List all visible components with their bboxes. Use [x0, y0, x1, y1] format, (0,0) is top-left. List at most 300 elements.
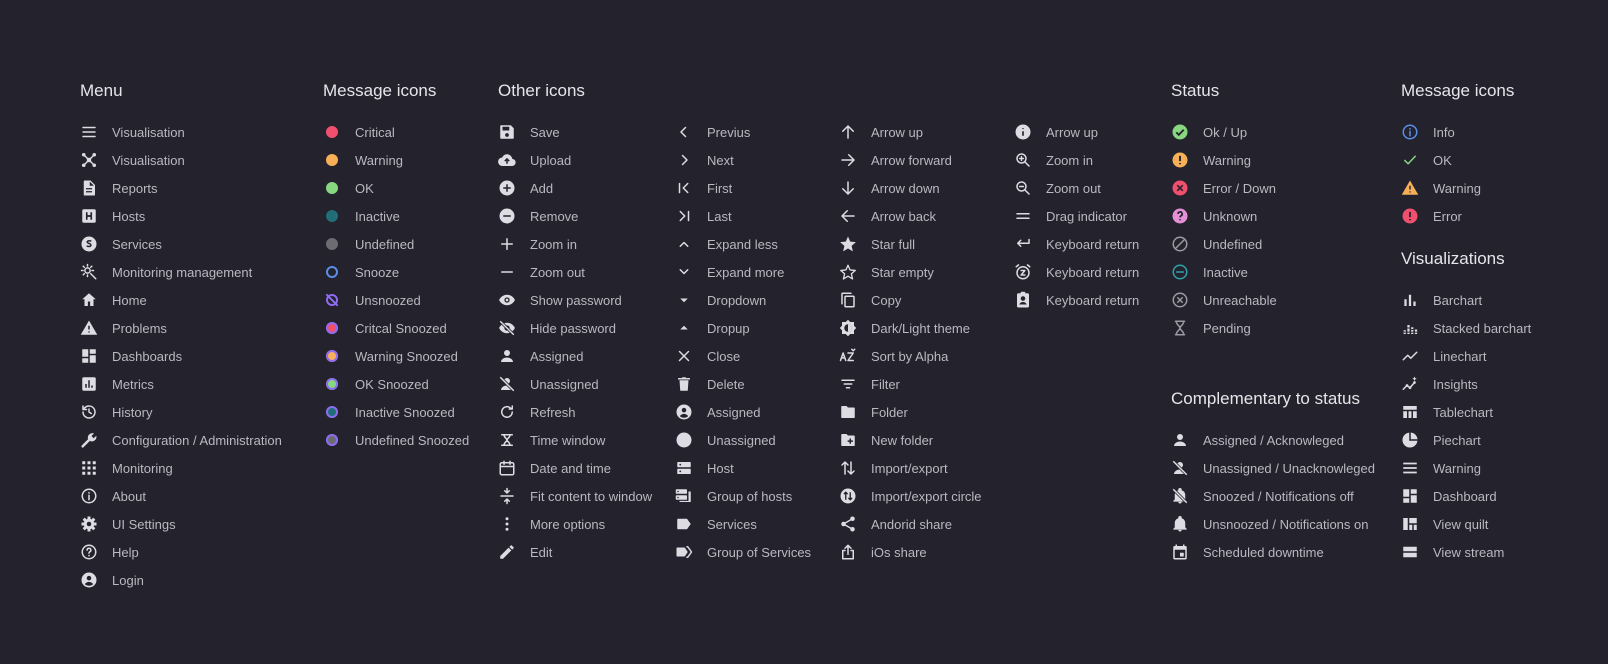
other-icons-label: Sort by Alpha	[871, 348, 949, 364]
other-icons-item-zoom-in	[1014, 146, 1139, 174]
error-filled-icon	[1401, 207, 1419, 225]
other-icons-item-time-window	[498, 426, 652, 454]
menu-label: Help	[112, 544, 139, 560]
other-icons-item-new-folder	[839, 426, 982, 454]
status-dot	[326, 294, 338, 306]
visualization-label: Barchart	[1433, 292, 1483, 308]
other-icons-item-edit	[498, 538, 652, 566]
status-title: Status	[1171, 81, 1220, 100]
check-icon	[1401, 151, 1419, 169]
visualization-item-dashboard	[1401, 482, 1531, 510]
help-icon	[80, 543, 98, 561]
menu-label: Problems	[112, 320, 167, 336]
bar-chart-icon	[1401, 291, 1419, 309]
chevron-right-icon	[675, 151, 693, 169]
status-list	[1171, 118, 1277, 342]
arrow-down-icon	[839, 179, 857, 197]
status-dot	[326, 126, 338, 138]
complementary-section	[1171, 388, 1375, 566]
complementary-label: Unassigned / Unacknowleged	[1203, 460, 1375, 476]
folder-icon	[839, 403, 857, 421]
other-icons-label: Unassigned	[707, 432, 776, 448]
document-icon	[80, 179, 98, 197]
message-item-ok	[323, 174, 469, 202]
other-icons-label: Fit content to window	[530, 488, 653, 504]
other-icons-item-star-full	[839, 230, 982, 258]
visualization-label: Tablechart	[1433, 404, 1493, 420]
account-circle-icon	[675, 403, 693, 421]
other-icons-label: Arrow up	[1046, 124, 1099, 140]
visualization-item-warning	[1401, 454, 1531, 482]
import-export-icon	[839, 459, 857, 477]
other-icons-item-dropup	[675, 314, 811, 342]
complementary-title: Complementary to status	[1171, 389, 1360, 408]
status-item-inactive	[1171, 258, 1277, 286]
expand-more-icon	[675, 263, 693, 281]
unsnoozed-dot-icon	[323, 291, 341, 309]
other-icons-item-more-options	[498, 510, 652, 538]
other-icons-item-folder	[839, 398, 982, 426]
visualization-item-insights	[1401, 370, 1531, 398]
message-2-item-error	[1401, 202, 1514, 230]
message-label: Snooze	[355, 264, 400, 280]
hosts-h-icon	[80, 207, 98, 225]
warning-status-icon	[1171, 151, 1189, 169]
message-2-label: OK	[1433, 152, 1452, 168]
star-icon	[839, 235, 857, 253]
other-icons-item-zoom-in	[498, 230, 652, 258]
other-icons-label: Copy	[871, 292, 902, 308]
message-item-undefined	[323, 230, 469, 258]
other-icons-label: Expand more	[707, 264, 785, 280]
message-icons-2-section	[1401, 80, 1514, 230]
person-off-icon	[1171, 459, 1189, 477]
other-icons-item-import-export-circle	[839, 482, 982, 510]
other-icons-section	[498, 80, 1148, 560]
other-icons-label: Drag indicator	[1046, 208, 1127, 224]
status-dot	[326, 406, 338, 418]
complementary-item-unsnoozed-notifications-on	[1171, 510, 1375, 538]
other-icons-item-date-and-time	[498, 454, 652, 482]
other-icons-title: Other icons	[498, 81, 585, 100]
other-icons-label: Host	[707, 460, 734, 476]
message-icons-section	[323, 80, 469, 454]
status-dot	[326, 434, 338, 446]
message-2-label: Warning	[1433, 180, 1481, 196]
arrow-up-icon	[839, 123, 857, 141]
other-icons-label: Add	[530, 180, 554, 196]
menu-label: Home	[112, 292, 147, 308]
other-icons-column-1	[498, 118, 652, 566]
other-icons-label: Group of Services	[707, 544, 812, 560]
menu-label: History	[112, 404, 153, 420]
other-icons-item-star-empty	[839, 258, 982, 286]
other-icons-label: Unassigned	[530, 376, 599, 392]
other-icons-item-filter	[839, 370, 982, 398]
menu-label: Dashboards	[112, 348, 183, 364]
message-label: OK	[355, 180, 374, 196]
person-icon	[1171, 431, 1189, 449]
other-icons-label: Close	[707, 348, 741, 364]
info-icon	[80, 487, 98, 505]
status-dot	[326, 322, 338, 334]
visualization-item-piechart	[1401, 426, 1531, 454]
message-label: OK Snoozed	[355, 376, 429, 392]
grid-apps-icon	[80, 459, 98, 477]
contact-card-icon	[1014, 291, 1032, 309]
menu-label: Hosts	[112, 208, 146, 224]
message-label: Warning	[355, 152, 403, 168]
other-icons-label: Keyboard return	[1046, 264, 1140, 280]
other-icons-item-unassigned	[498, 370, 652, 398]
other-icons-label: Star full	[871, 236, 916, 252]
complementary-item-snoozed-notifications-off	[1171, 482, 1375, 510]
other-icons-item-close	[675, 342, 811, 370]
status-item-unknown	[1171, 202, 1277, 230]
other-icons-item-next	[675, 146, 811, 174]
message-2-item-warning	[1401, 174, 1514, 202]
other-icons-item-refresh	[498, 398, 652, 426]
message-label: Inactive Snoozed	[355, 404, 455, 420]
error-status-icon	[1171, 179, 1189, 197]
bell-icon	[1171, 515, 1189, 533]
visualization-item-view-quilt	[1401, 510, 1531, 538]
status-item-undefined	[1171, 230, 1277, 258]
other-icons-item-first	[675, 174, 811, 202]
other-icons-label: Delete	[707, 376, 745, 392]
complementary-label: Assigned / Acknowleged	[1203, 432, 1344, 448]
other-icons-label: Arrow up	[871, 124, 924, 140]
other-icons-item-show-password	[498, 286, 652, 314]
menu-item-configuration-administration	[80, 426, 282, 454]
label-tag-icon	[675, 515, 693, 533]
other-icons-label: Expand less	[707, 236, 778, 252]
status-label: Inactive	[1203, 264, 1248, 280]
other-icons-label: New folder	[871, 432, 934, 448]
other-icons-label: Folder	[871, 404, 908, 420]
drag-icon	[1014, 207, 1032, 225]
message-icons-2-title: Message icons	[1401, 81, 1515, 100]
other-icons-item-host	[675, 454, 811, 482]
other-icons-item-hide-password	[498, 314, 652, 342]
menu-label: Metrics	[112, 376, 154, 392]
other-icons-item-last	[675, 202, 811, 230]
menu-item-visualisation	[80, 146, 282, 174]
other-icons-item-sort-by-alpha	[839, 342, 982, 370]
status-item-error-down	[1171, 174, 1277, 202]
other-icons-label: Import/export circle	[871, 488, 982, 504]
status-label: Undefined	[1203, 236, 1263, 252]
other-icons-item-keyboard-return	[1014, 258, 1139, 286]
visualization-label: View stream	[1433, 544, 1505, 560]
menu-label: Services	[112, 236, 162, 252]
other-icons-item-dark-light-theme	[839, 314, 982, 342]
keyboard-return-icon	[1014, 235, 1032, 253]
other-icons-label: Arrow forward	[871, 152, 952, 168]
other-icons-item-unassigned	[675, 426, 811, 454]
inactive-status-icon	[1171, 263, 1189, 281]
other-icons-item-import-export	[839, 454, 982, 482]
snooze-dot-icon	[323, 263, 341, 281]
menu-item-ui-settings	[80, 510, 282, 538]
filter-icon	[839, 375, 857, 393]
menu-label: Monitoring	[112, 460, 173, 476]
other-icons-label: Keyboard return	[1046, 292, 1140, 308]
other-icons-item-andorid-share	[839, 510, 982, 538]
other-icons-item-arrow-up	[839, 118, 982, 146]
menu-item-home	[80, 286, 282, 314]
other-icons-item-keyboard-return	[1014, 286, 1139, 314]
menu-label: Monitoring management	[112, 264, 253, 280]
ok-snoozed-dot-icon	[323, 375, 341, 393]
other-icons-item-ios-share	[839, 538, 982, 566]
caret-down-icon	[675, 291, 693, 309]
other-icons-item-remove	[498, 202, 652, 230]
status-label: Warning	[1203, 152, 1251, 168]
message-icons-title: Message icons	[323, 81, 437, 100]
snooze-alarm-icon	[1014, 263, 1032, 281]
share-icon	[839, 515, 857, 533]
other-icons-column-2	[675, 118, 811, 566]
view-stream-icon	[1401, 543, 1419, 561]
other-icons-item-services	[675, 510, 811, 538]
other-icons-item-zoom-out	[498, 258, 652, 286]
trash-icon	[675, 375, 693, 393]
other-icons-item-fit-content-to-window	[498, 482, 652, 510]
other-icons-item-keyboard-return	[1014, 230, 1139, 258]
visualization-label: View quilt	[1433, 516, 1489, 532]
other-icons-label: Group of hosts	[707, 488, 793, 504]
view-quilt-icon	[1401, 515, 1419, 533]
other-icons-label: Services	[707, 516, 757, 532]
bell-off-icon	[1171, 487, 1189, 505]
other-icons-label: Last	[707, 208, 732, 224]
calendar-icon	[498, 459, 516, 477]
pending-status-icon	[1171, 319, 1189, 337]
eye-icon	[498, 291, 516, 309]
other-icons-label: Edit	[530, 544, 553, 560]
close-icon	[675, 347, 693, 365]
other-icons-label: Filter	[871, 376, 900, 392]
message-item-inactive-snoozed	[323, 398, 469, 426]
menu-label: Reports	[112, 180, 158, 196]
warning-dot-icon	[323, 151, 341, 169]
other-icons-label: Keyboard return	[1046, 236, 1140, 252]
line-chart-icon	[1401, 347, 1419, 365]
insights-icon	[1401, 375, 1419, 393]
slash-mark	[326, 294, 339, 307]
other-icons-item-delete	[675, 370, 811, 398]
monitoring-gear-icon	[80, 263, 98, 281]
message-item-unsnoozed	[323, 286, 469, 314]
message-2-item-ok	[1401, 146, 1514, 174]
status-item-warning	[1171, 146, 1277, 174]
visualizations-title: Visualizations	[1401, 249, 1505, 268]
other-icons-item-save	[498, 118, 652, 146]
menu-title: Menu	[80, 81, 123, 100]
other-icons-label: Show password	[530, 292, 622, 308]
status-label: Pending	[1203, 320, 1251, 336]
other-icons-label: Dark/Light theme	[871, 320, 970, 336]
other-icons-label: iOs share	[871, 544, 927, 560]
visualization-item-barchart	[1401, 286, 1531, 314]
home-icon	[80, 291, 98, 309]
copy-icon	[839, 291, 857, 309]
message-item-ok-snoozed	[323, 370, 469, 398]
last-page-icon	[675, 207, 693, 225]
caret-up-icon	[675, 319, 693, 337]
message-label: Critcal Snoozed	[355, 320, 447, 336]
other-icons-item-zoom-out	[1014, 174, 1139, 202]
chevron-left-icon	[675, 123, 693, 141]
arrow-right-icon	[839, 151, 857, 169]
other-icons-label: Star empty	[871, 264, 934, 280]
menu-item-reports	[80, 174, 282, 202]
message-item-critical	[323, 118, 469, 146]
zoom-in-icon	[1014, 151, 1032, 169]
unreachable-status-icon	[1171, 291, 1189, 309]
status-label: Unreachable	[1203, 292, 1277, 308]
info-outline-icon	[1401, 123, 1419, 141]
visualization-label: Stacked barchart	[1433, 320, 1532, 336]
menu-label: Configuration / Administration	[112, 432, 282, 448]
other-icons-item-upload	[498, 146, 652, 174]
other-icons-label: Time window	[530, 432, 606, 448]
warning-triangle-icon	[80, 319, 98, 337]
status-dot	[326, 266, 338, 278]
gear-icon	[80, 515, 98, 533]
refresh-icon	[498, 403, 516, 421]
history-icon	[80, 403, 98, 421]
time-window-icon	[498, 431, 516, 449]
stacked-bar-icon	[1401, 319, 1419, 337]
warning-triangle-color-icon	[1401, 179, 1419, 197]
message-item-undefined-snoozed	[323, 426, 469, 454]
status-dot	[326, 154, 338, 166]
other-icons-label: Remove	[530, 208, 579, 224]
star-outline-icon	[839, 263, 857, 281]
plus-icon	[498, 235, 516, 253]
other-icons-label: Refresh	[530, 404, 576, 420]
sort-alpha-icon	[839, 347, 857, 365]
other-icons-item-assigned	[675, 398, 811, 426]
visualization-item-view-stream	[1401, 538, 1531, 566]
other-icons-column-4	[1014, 118, 1139, 314]
status-dot	[326, 210, 338, 222]
menu-label: About	[112, 488, 146, 504]
server-group-icon	[675, 487, 693, 505]
message-2-item-info	[1401, 118, 1514, 146]
visualization-label: Insights	[1433, 376, 1478, 392]
other-icons-item-add	[498, 174, 652, 202]
visualization-item-tablechart	[1401, 398, 1531, 426]
other-icons-item-group-of-hosts	[675, 482, 811, 510]
complementary-list	[1171, 426, 1375, 566]
status-label: Ok / Up	[1203, 124, 1248, 140]
other-icons-label: Date and time	[530, 460, 611, 476]
other-icons-label: Arrow back	[871, 208, 937, 224]
status-dot	[326, 238, 338, 250]
other-icons-item-arrow-forward	[839, 146, 982, 174]
critcal-snoozed-dot-icon	[323, 319, 341, 337]
menu-label: UI Settings	[112, 516, 176, 532]
menu-item-services	[80, 230, 282, 258]
other-icons-item-group-of-services	[675, 538, 811, 566]
other-icons-item-dropdown	[675, 286, 811, 314]
ok-status-icon	[1171, 123, 1189, 141]
complementary-label: Snoozed / Notifications off	[1203, 488, 1354, 504]
other-icons-label: Import/export	[871, 460, 948, 476]
other-icons-item-arrow-up	[1014, 118, 1139, 146]
complementary-item-assigned-acknowleged	[1171, 426, 1375, 454]
server-icon	[675, 459, 693, 477]
other-icons-label: Zoom out	[530, 264, 585, 280]
lines-icon	[1401, 459, 1419, 477]
critical-dot-icon	[323, 123, 341, 141]
services-s-icon	[80, 235, 98, 253]
other-icons-column-3	[839, 118, 982, 566]
menu-item-login	[80, 566, 282, 594]
graph-nodes-icon	[80, 151, 98, 169]
other-icons-label: Andorid share	[871, 516, 952, 532]
message-label: Undefined Snoozed	[355, 432, 470, 448]
menu-label: Visualisation	[112, 152, 185, 168]
message-item-warning	[323, 146, 469, 174]
menu-item-about	[80, 482, 282, 510]
label-tags-icon	[675, 543, 693, 561]
visualizations-section	[1401, 248, 1531, 566]
message-label: Unsnoozed	[355, 292, 421, 308]
other-icons-label: Upload	[530, 152, 572, 168]
person-icon	[498, 347, 516, 365]
menu-item-visualisation	[80, 118, 282, 146]
inactive-snoozed-dot-icon	[323, 403, 341, 421]
menu-item-dashboards	[80, 342, 282, 370]
eye-off-icon	[498, 319, 516, 337]
warning-snoozed-dot-icon	[323, 347, 341, 365]
other-icons-item-copy	[839, 286, 982, 314]
message-icons-2-list	[1401, 118, 1514, 230]
theme-icon	[839, 319, 857, 337]
status-item-pending	[1171, 314, 1277, 342]
hamburger-icon	[80, 123, 98, 141]
complementary-item-unassigned-unacknowleged	[1171, 454, 1375, 482]
menu-item-monitoring-management	[80, 258, 282, 286]
wrench-icon	[80, 431, 98, 449]
other-icons-item-arrow-back	[839, 202, 982, 230]
message-item-snooze	[323, 258, 469, 286]
menu-item-history	[80, 398, 282, 426]
dashboard-icon	[80, 347, 98, 365]
ok-dot-icon	[323, 179, 341, 197]
status-dot	[326, 378, 338, 390]
undefined-status-icon	[1171, 235, 1189, 253]
status-item-ok-up	[1171, 118, 1277, 146]
zoom-out-icon	[1014, 179, 1032, 197]
other-icons-label: More options	[530, 516, 606, 532]
first-page-icon	[675, 179, 693, 197]
calendar-event-icon	[1171, 543, 1189, 561]
visualization-label: Warning	[1433, 460, 1481, 476]
other-icons-label: Arrow down	[871, 180, 940, 196]
status-dot	[326, 350, 338, 362]
other-icons-item-previus	[675, 118, 811, 146]
fit-vertical-icon	[498, 487, 516, 505]
other-icons-item-expand-less	[675, 230, 811, 258]
message-label: Warning Snoozed	[355, 348, 458, 364]
menu-item-hosts	[80, 202, 282, 230]
message-label: Inactive	[355, 208, 400, 224]
